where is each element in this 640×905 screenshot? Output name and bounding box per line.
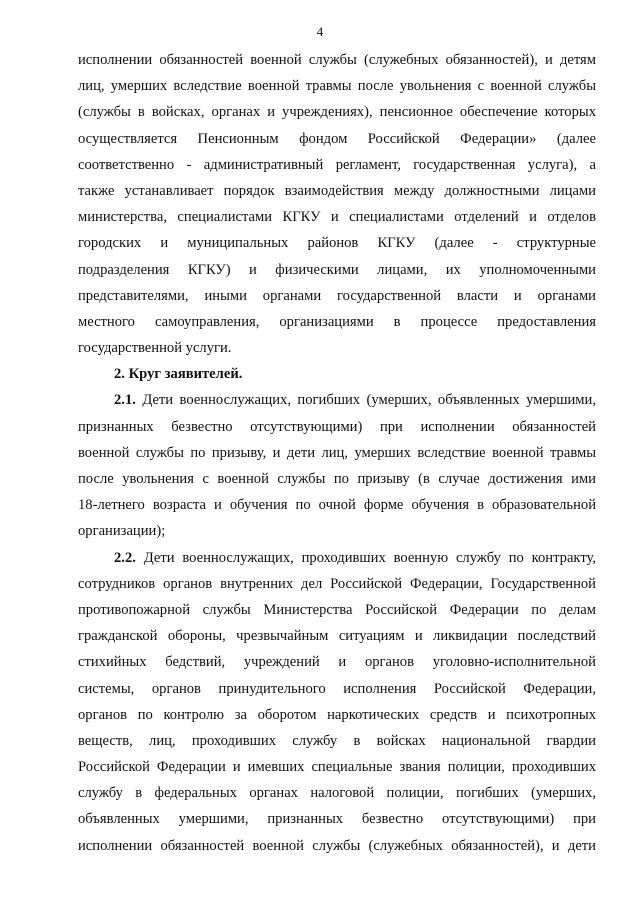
text-line: осуществляется Пенсионным фондом Российской Федерации» (далее [78,130,596,147]
text-line: соответственно - административный регламент, государственная услуга), а [78,156,596,173]
text-line: военной службы по призыву, и дети лиц, умерших вследствие военной травмы [78,444,596,461]
text-line: гражданской обороны, чрезвычайным ситуациям и ликвидации последствий [78,628,596,645]
text-line: веществ, лиц, проходивших службу в войсках национальной гвардии [78,732,596,749]
text-line: Российской Федерации и имевших специальные звания полиции, проходивших [78,759,596,776]
text-line: лиц, умерших вследствие военной травмы после увольнения с военной службы [78,78,596,95]
text-line: сотрудников органов внутренних дел Российской Федерации, Государственной [78,575,596,592]
text-line: службу в федеральных органах налоговой полиции, погибших (умерших, [78,785,596,802]
item-number: 2.1. [114,392,136,409]
text-line: местного самоуправления, организациями в процессе предоставления [78,313,596,330]
text-line: объявленных умершими, признанных безвестно отсутствующими) при [78,811,596,828]
item-first-line [78,387,596,413]
text-line: (службы в войсках, органах и учреждениях), пенсионное обеспечение которых [78,104,596,121]
text-line: 18-летнего возраста и обучения по очной форме обучения в образовательной [78,497,596,514]
item-first-line [78,545,596,571]
text-line: государственной услуги. [78,340,232,357]
intro-paragraph [78,47,596,361]
item-first-line-text: Дети военнослужащих, проходивших военную службу по контракту, [135,549,596,566]
item-2-1-paragraph [78,387,596,544]
page-number: 4 [316,24,324,39]
text-line: подразделения КГКУ) и физическими лицами, их уполномоченными [78,261,596,278]
section-heading: 2. Круг заявителей. [114,366,243,383]
text-line: министерства, специалистами КГКУ и специалистами отделений и отделов [78,209,596,226]
item-2-2-paragraph [78,545,596,859]
document-body [78,47,596,859]
text-line: также устанавливает порядок взаимодействия между должностными лицами [78,182,596,199]
text-line: противопожарной службы Министерства Российской Федерации по делам [78,601,596,618]
text-line: стихийных бедствий, учреждений и органов уголовно-исполнительной [78,654,596,671]
text-line: представителями, иными органами государственной власти и органами [78,287,596,304]
text-line: организации); [78,523,166,540]
text-line: городских и муниципальных районов КГКУ (далее - структурные [78,235,596,252]
text-line: исполнении обязанностей военной службы (служебных обязанностей), и детям [78,52,596,68]
text-line: после увольнения с военной службы по призыву (в случае достижения ими [78,471,596,487]
item-first-line-text: Дети военнослужащих, погибших (умерших, объявленных умершими, [135,392,596,409]
text-line: органов по контролю за оборотом наркотических средств и психотропных [78,706,596,723]
text-line: признанных безвестно отсутствующими) при исполнении обязанностей [78,418,596,435]
text-line: системы, органов принудительного исполнения Российской Федерации, [78,680,596,697]
item-number: 2.2. [114,549,136,566]
text-line: исполнении обязанностей военной службы (служебных обязанностей), и дети [78,837,596,854]
